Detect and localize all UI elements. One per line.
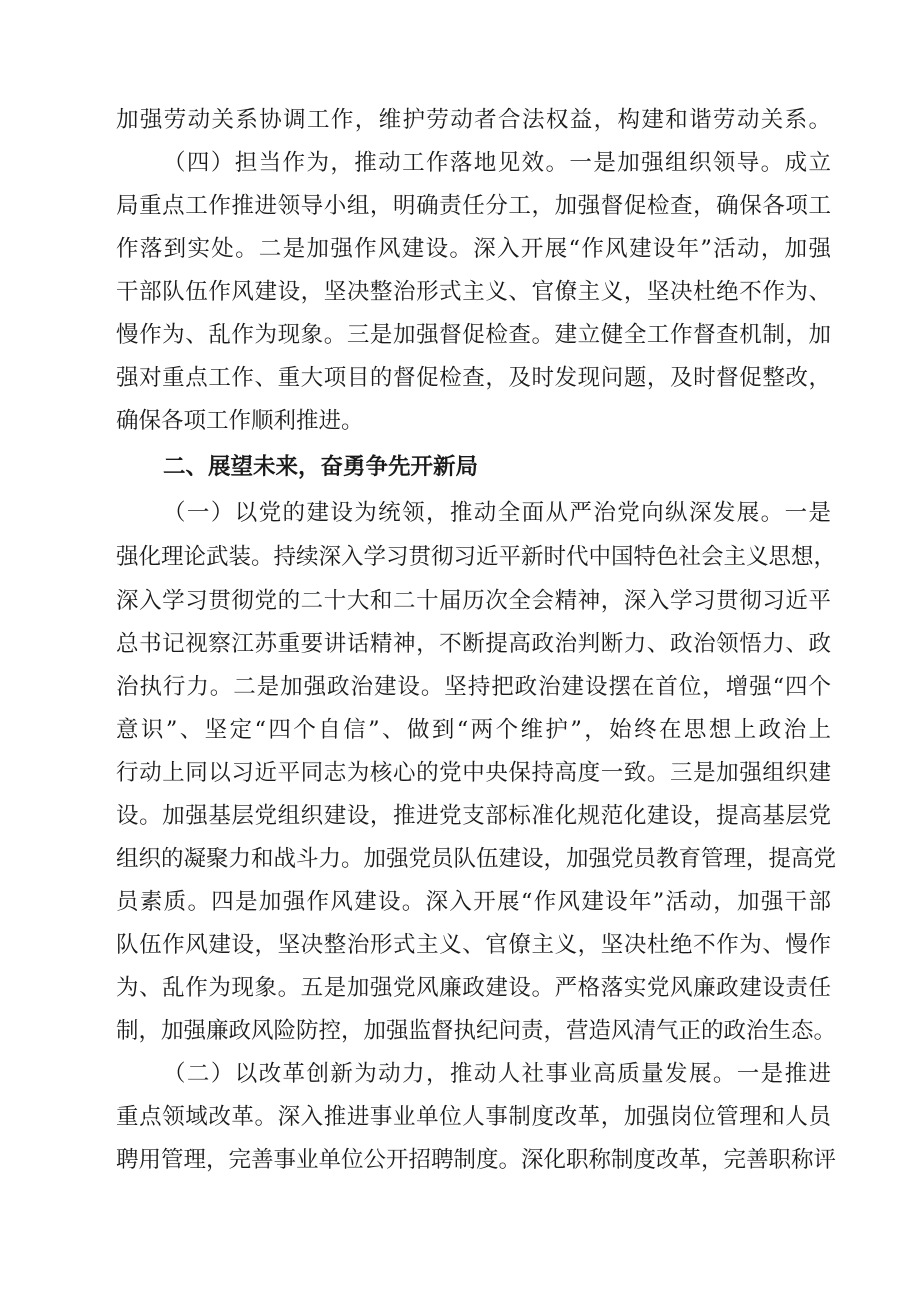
- body-text-line: 行动上同以习近平同志为核心的党中央保持高度一致。三是加强组织建: [116, 760, 831, 786]
- body-text-line: 局重点工作推进领导小组，明确责任分工，加强督促检查，确保各项工: [116, 193, 831, 219]
- body-text-line: 员素质。四是加强作风建设。深入开展“作风建设年”活动，加强干部: [116, 889, 831, 915]
- body-text-line: 作落到实处。二是加强作风建设。深入开展“作风建设年”活动，加强: [116, 236, 831, 262]
- paragraph-first-line: （一）以党的建设为统领，推动全面从严治党向纵深发展。一是: [163, 500, 831, 526]
- paragraph-first-line: （四）担当作为，推动工作落地见效。一是加强组织领导。成立: [163, 150, 831, 176]
- body-text-line: 队伍作风建设，坚决整治形式主义、官僚主义，坚决杜绝不作为、慢作: [116, 932, 831, 958]
- body-text-line: 治执行力。二是加强政治建设。坚持把政治建设摆在首位，增强“四个: [116, 674, 831, 700]
- body-text-line: 确保各项工作顺利推进。: [116, 408, 364, 434]
- paragraph-first-line: （二）以改革创新为动力，推动人社事业高质量发展。一是推进: [163, 1061, 831, 1087]
- body-text-line: 意识”、坚定“四个自信”、做到“两个维护”，始终在思想上政治上: [116, 717, 831, 743]
- section-heading: 二、展望未来，奋勇争先开新局: [163, 454, 479, 480]
- body-text-line: 聘用管理，完善事业单位公开招聘制度。深化职称制度改革，完善职称评: [116, 1147, 837, 1173]
- body-text-line: 干部队伍作风建设，坚决整治形式主义、官僚主义，坚决杜绝不作为、: [116, 279, 831, 305]
- body-text-line: 为、乱作为现象。五是加强党风廉政建设。严格落实党风廉政建设责任: [116, 975, 831, 1001]
- body-text-line: 强对重点工作、重大项目的督促检查，及时发现问题，及时督促整改，: [116, 365, 831, 391]
- body-text-line: 慢作为、乱作为现象。三是加强督促检查。建立健全工作督查机制，加: [116, 322, 831, 348]
- body-text-line: 组织的凝聚力和战斗力。加强党员队伍建设，加强党员教育管理，提高党: [116, 846, 837, 872]
- body-text-line: 设。加强基层党组织建设，推进党支部标准化规范化建设，提高基层党: [116, 803, 831, 829]
- body-text-line: 总书记视察江苏重要讲话精神，不断提高政治判断力、政治领悟力、政: [116, 631, 831, 657]
- body-text-line: 深入学习贯彻党的二十大和二十届历次全会精神，深入学习贯彻习近平: [116, 588, 831, 614]
- body-text-line: 强化理论武装。持续深入学习贯彻习近平新时代中国特色社会主义思想，: [116, 544, 837, 570]
- body-text-line: 制，加强廉政风险防控，加强监督执纪问责，营造风清气正的政治生态。: [116, 1018, 837, 1044]
- body-text-line: 加强劳动关系协调工作，维护劳动者合法权益，构建和谐劳动关系。: [116, 107, 831, 133]
- body-text-line: 重点领域改革。深入推进事业单位人事制度改革，加强岗位管理和人员: [116, 1104, 831, 1130]
